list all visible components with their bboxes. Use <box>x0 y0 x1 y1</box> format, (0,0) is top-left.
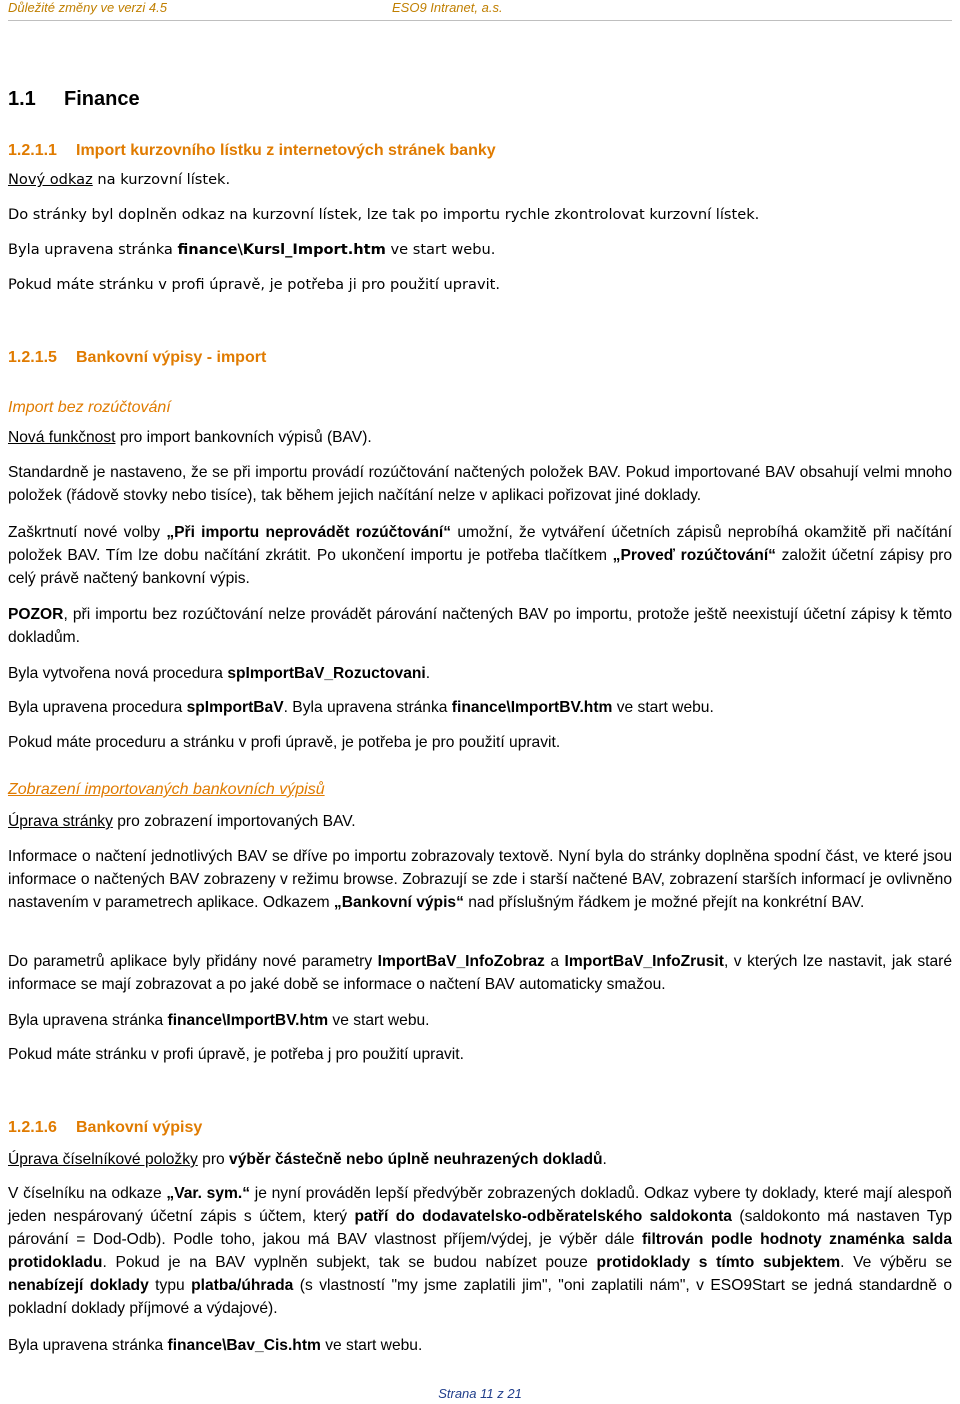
paragraph: Byla upravena stránka finance\ImportBV.htm ve start webu. <box>8 1012 430 1029</box>
paragraph: Standardně je nastaveno, že se při importu provádí rozúčtování načtených položek BAV. Pokud importované BAV obsahují velmi mnoho položek (řádově stovky nebo tisíce), tak během jejich načítání nelze v aplikaci pořizovat jiné doklady. <box>8 464 953 504</box>
page-header <box>8 0 952 20</box>
paragraph: Byla vytvořena nová procedura spImportBaV_Rozuctovani. <box>8 665 431 682</box>
paragraph: Zaškrtnutí nové volby „Při importu neprovádět rozúčtování“ umožní, že vytváření účetních zápisů neprobíhá okamžitě při načítání položek BAV. Tím lze dobu načítání zkrátit. Po ukončení importu je potřeba tlačítkem „Proveď rozúčtování“ založit účetní zápisy pro celý právě načtený bankovní výpis. <box>8 524 953 587</box>
header-divider <box>8 20 952 21</box>
section-heading-finance <box>8 88 952 111</box>
file-path: finance\Kursl_Import.htm <box>177 241 386 258</box>
uprava-stranky-link[interactable]: Úprava stránky <box>8 813 113 830</box>
subsection-heading-kurzovni-listek <box>8 142 952 160</box>
section-number: 1.1 <box>8 88 36 110</box>
paragraph: Úprava číselníkové položky pro výběr částečně nebo úplně neuhrazených dokladů. <box>8 1151 607 1168</box>
subsection-title: Bankovní výpisy <box>76 1119 203 1136</box>
uprava-ciselnikove-polozky-link[interactable]: Úprava číselníkové položky <box>8 1151 198 1168</box>
paragraph: Pokud máte stránku v profi úpravě, je potřeba j pro použití upravit. <box>8 1046 464 1063</box>
subsection-number: 1.2.1.6 <box>8 1119 57 1136</box>
paragraph: Byla upravena stránka finance\Bav_Cis.htm ve start webu. <box>8 1337 423 1354</box>
paragraph-warning: POZOR, při importu bez rozúčtování nelze provádět párování načtených BAV po importu, protože ještě neexistují účetní zápisy k těmto dokladům. <box>8 606 952 646</box>
subsection-heading-bankovni-vypisy <box>8 1119 952 1137</box>
paragraph: Nová funkčnost pro import bankovních výpisů (BAV). <box>8 429 372 446</box>
paragraph: V číselníku na odkaze „Var. sym.“ je nyní prováděn lepší předvýběr zobrazených dokladů. Odkaz vybere ty doklady, které mají alespoň jeden nespárovaný účetní zápis s účtem, který patří do dodavatelsko-odběratelského saldokonta (saldokonto má nastaven Typ párování = Dod-Odb). Podle toho, jakou má BAV vlastnost příjem/výdej, je výběr dále filtrován podle hodnoty znaménka salda protidokladu. Pokud je na BAV vyplněn subjekt, tak se budou nabízet pouze protidoklady s tímto subjektem. Ve výběru se nenabízejí doklady typu platba/úhrada (s vlastností "my jsme zaplatili jim", "oni zaplatili nám", v ESO9Start se jedná standardně o pokladní doklady příjmové a výdajové). <box>8 1185 953 1317</box>
paragraph: Byla upravena procedura spImportBaV. Byla upravena stránka finance\ImportBV.htm ve start webu. <box>8 699 714 716</box>
subsection-title: Bankovní výpisy - import <box>76 349 267 366</box>
novy-odkaz-link[interactable]: Nový odkaz <box>8 171 93 188</box>
sub-heading-import-bez-rozuctovani: Import bez rozúčtování <box>8 399 171 416</box>
paragraph: Informace o načtení jednotlivých BAV se dříve po importu zobrazovaly textově. Nyní byla do stránky doplněna spodní část, ve které jsou informace o načtených BAV zobrazeny v režimu browse. Zobrazují se zde i starší načtené BAV, zobrazení starších informací je ovlivněno nastavením v parametrech aplikace. Odkazem „Bankovní výpis“ nad příslušným řádkem je možné přejít na konkrétní BAV. <box>8 848 952 911</box>
subsection-heading-bankovni-vypisy-import <box>8 349 952 367</box>
section-title: Finance <box>64 88 140 110</box>
paragraph: Do parametrů aplikace byly přidány nové parametry ImportBaV_InfoZobraz a ImportBaV_InfoZrusit, v kterých lze nastavit, jak staré informace se mají zobrazovat a po jaké době se informace o načtení BAV automaticky smažou. <box>8 953 952 993</box>
paragraph: Byla upravena stránka finance\Kursl_Import.htm ve start webu. <box>8 241 496 258</box>
page-number: Strana 11 z 21 <box>438 1386 522 1401</box>
paragraph: Úprava stránky pro zobrazení importovaných BAV. <box>8 813 356 830</box>
subsection-title: Import kurzovního lístku z internetových stránek banky <box>76 142 496 159</box>
paragraph: Pokud máte proceduru a stránku v profi úpravě, je potřeba je pro použití upravit. <box>8 734 561 751</box>
subsection-number: 1.2.1.1 <box>8 142 57 159</box>
header-company: ESO9 Intranet, a.s. <box>392 0 503 15</box>
paragraph: Pokud máte stránku v profi úpravě, je potřeba ji pro použití upravit. <box>8 276 501 293</box>
paragraph: Nový odkaz na kurzovní lístek. <box>8 171 231 188</box>
header-document-title: Důležité změny ve verzi 4.5 <box>8 0 167 15</box>
sub-heading-zobrazeni-vypisu: Zobrazení importovaných bankovních výpisů <box>8 781 325 798</box>
nova-funkcnost-link[interactable]: Nová funkčnost <box>8 429 116 446</box>
paragraph: Do stránky byl doplněn odkaz na kurzovní lístek, lze tak po importu rychle zkontrolovat kurzovní lístek. <box>8 206 760 223</box>
subsection-number: 1.2.1.5 <box>8 349 57 366</box>
